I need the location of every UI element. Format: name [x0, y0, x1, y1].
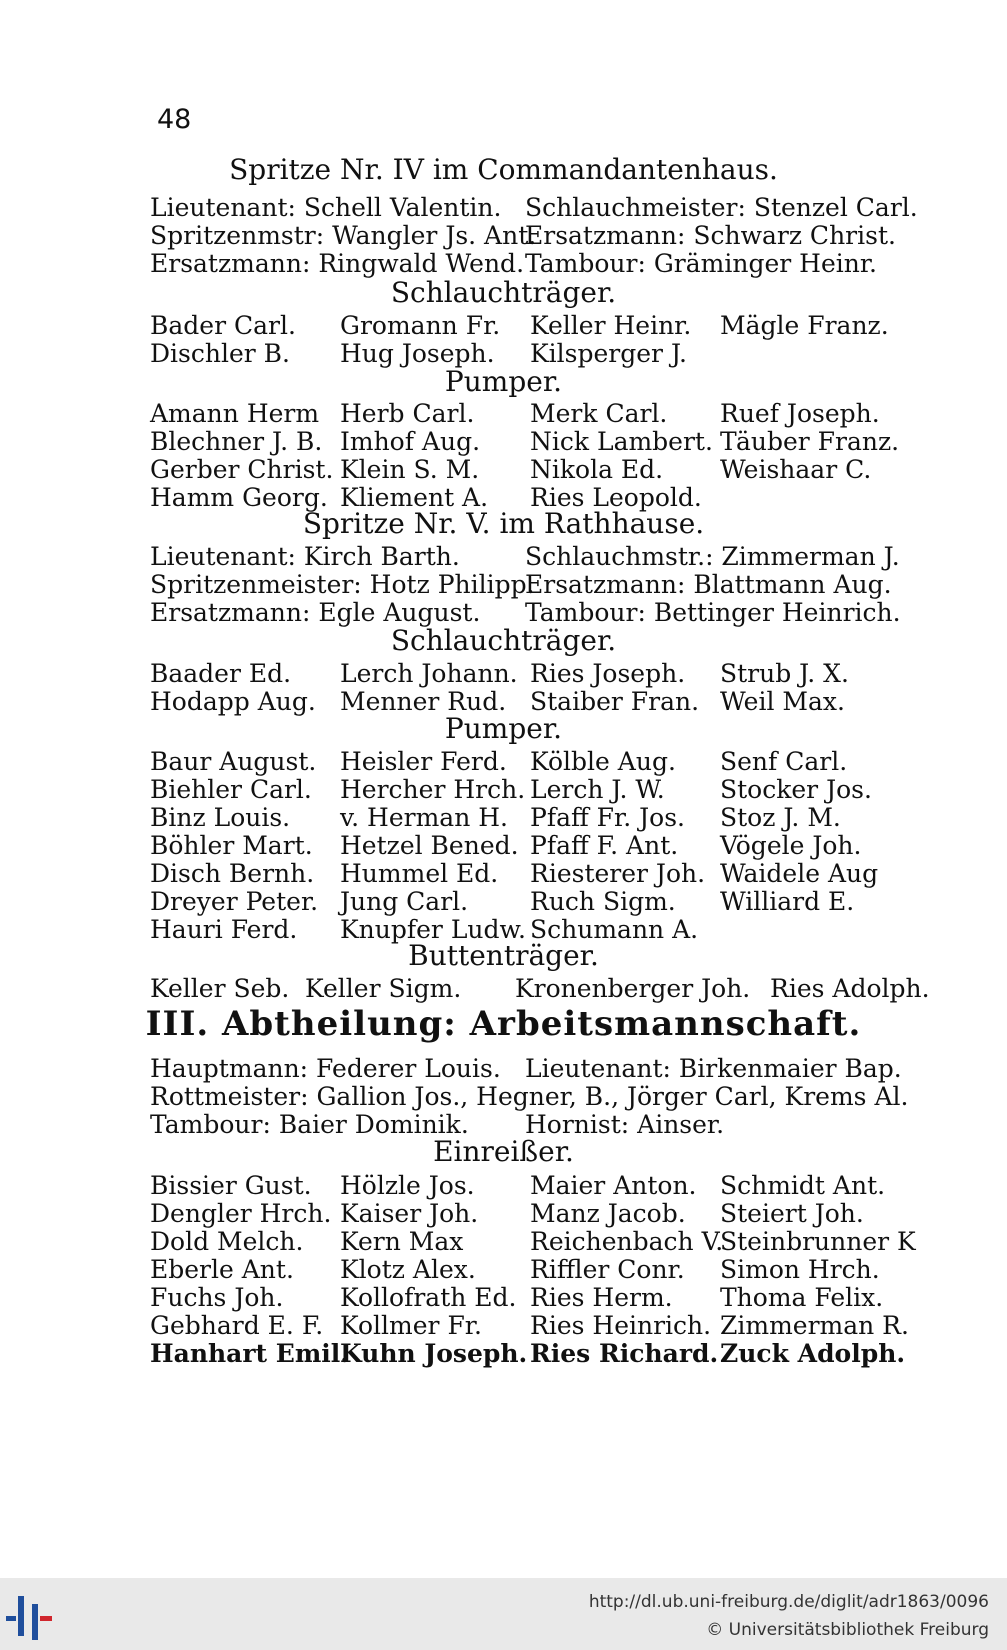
- subheading-einreisser: Einreißer.: [433, 1135, 574, 1168]
- name-row: Binz Louis. v. Herman H. Pfaff Fr. Jos. Stoz J. M.: [150, 803, 841, 832]
- name-row: Fuchs Joh. Kollofrath Ed. Ries Herm. Thoma Felix.: [150, 1283, 884, 1312]
- officer-row: Ersatzmann: Ringwald Wend.Tambour: Gräminger Heinr.: [150, 249, 877, 278]
- name-row: Disch Bernh. Hummel Ed. Riesterer Joh. Waidele Aug: [150, 859, 879, 888]
- viewer-footer: [0, 1578, 1007, 1650]
- name-row: Baader Ed. Lerch Johann. Ries Joseph. Strub J. X.: [150, 659, 849, 688]
- officer-row: Tambour: Baier Dominik. Hornist: Ainser.: [150, 1110, 725, 1139]
- section-title-spritze-iv: Spritze Nr. IV im Commandantenhaus.: [229, 153, 778, 186]
- officer-row: Lieutenant: Schell Valentin. Schlauchmeister: Stenzel Carl.: [150, 193, 918, 222]
- copyright-notice: © Universitätsbibliothek Freiburg: [706, 1620, 989, 1640]
- name-row: Dengler Hrch. Kaiser Joh. Manz Jacob. Steiert Joh.: [150, 1199, 864, 1228]
- name-row: Dreyer Peter. Jung Carl. Ruch Sigm. Williard E.: [150, 887, 855, 916]
- name-row: Bissier Gust. Hölzle Jos. Maier Anton. Schmidt Ant.: [150, 1171, 886, 1200]
- name-row: Hamm Georg. Kliement A. Ries Leopold.: [150, 483, 702, 512]
- name-row: Böhler Mart. Hetzel Bened. Pfaff F. Ant. Vögele Joh.: [150, 831, 862, 860]
- source-url-link[interactable]: http://dl.ub.uni-freiburg.de/diglit/adr1863/0096: [588, 1592, 989, 1612]
- subheading-pumper: Pumper.: [444, 712, 563, 745]
- name-row: Bader Carl. Gromann Fr. Keller Heinr. Mägle Franz.: [150, 311, 889, 340]
- officer-row: Lieutenant: Kirch Barth. Schlauchmstr.: Zimmerman J.: [150, 542, 900, 571]
- name-row: Eberle Ant. Klotz Alex. Riffler Conr. Simon Hrch.: [150, 1255, 880, 1284]
- officer-row: Rottmeister: Gallion Jos., Hegner, B., Jörger Carl, Krems Al.: [150, 1082, 909, 1111]
- name-row: Gebhard E. F. Kollmer Fr. Ries Heinrich. Zimmerman R.: [150, 1311, 909, 1340]
- name-row: Hauri Ferd. Knupfer Ludw. Schumann A.: [150, 915, 699, 944]
- officer-row: Ersatzmann: Egle August. Tambour: Bettinger Heinrich.: [150, 598, 901, 627]
- subheading-schlauchtraeger: Schlauchträger.: [390, 276, 617, 309]
- name-row: Amann Herm Herb Carl. Merk Carl. Ruef Joseph.: [150, 399, 880, 428]
- officer-row: Spritzenmeister: Hotz Philipp.Ersatzmann: Blattmann Aug.: [150, 570, 892, 599]
- subheading-schlauchtraeger: Schlauchträger.: [390, 624, 617, 657]
- name-row: Hodapp Aug. Menner Rud. Staiber Fran. Weil Max.: [150, 687, 845, 716]
- ub-freiburg-logo-icon[interactable]: [4, 1590, 64, 1642]
- officer-row: Hauptmann: Federer Louis. Lieutenant: Birkenmaier Bap.: [150, 1054, 902, 1083]
- name-row: Blechner J. B. Imhof Aug. Nick Lambert. Täuber Franz.: [150, 427, 900, 456]
- page-number: 48: [157, 104, 192, 135]
- name-row: Hanhart Emil.Kuhn Joseph. Ries Richard.Zuck Adolph.: [150, 1339, 906, 1368]
- name-row: Biehler Carl. Hercher Hrch. Lerch J. W. Stocker Jos.: [150, 775, 872, 804]
- officer-row: Spritzenmstr: Wangler Js. Ant.Ersatzmann: Schwarz Christ.: [150, 221, 896, 250]
- name-row: Gerber Christ. Klein S. M. Nikola Ed. Weishaar C.: [150, 455, 872, 484]
- name-row: Dold Melch. Kern Max Reichenbach V.Steinbrunner K: [150, 1227, 916, 1256]
- name-row: Keller Seb. Keller Sigm. Kronenberger Joh. Ries Adolph.: [150, 974, 930, 1003]
- name-row: Dischler B. Hug Joseph. Kilsperger J.: [150, 339, 687, 368]
- section-title-abtheilung-iii: III. Abtheilung: Arbeitsmannschaft.: [145, 1004, 862, 1044]
- section-title-spritze-v: Spritze Nr. V. im Rathhause.: [302, 507, 705, 540]
- subheading-buttentraeger: Buttenträger.: [408, 939, 599, 972]
- subheading-pumper: Pumper.: [444, 365, 563, 398]
- name-row: Baur August. Heisler Ferd. Kölble Aug. Senf Carl.: [150, 747, 848, 776]
